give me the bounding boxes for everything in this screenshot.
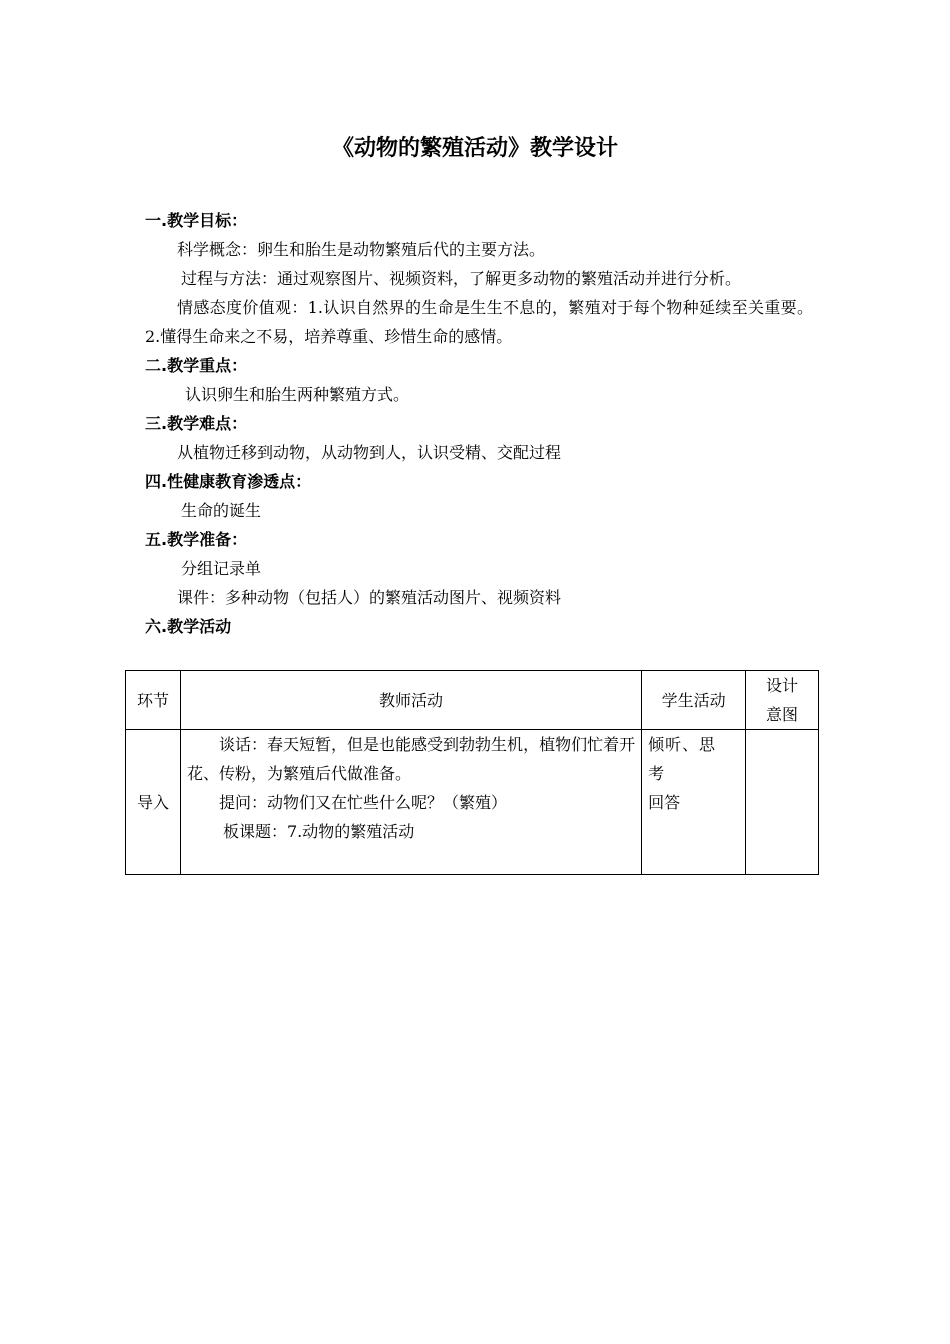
table-header-row [126,671,819,730]
page-title: 《动物的繁殖活动》教学设计 [331,136,618,161]
section-heading-difficulties: 三.教学难点： [145,414,248,433]
student-answer: 回答 [648,793,681,812]
goal-process: 过程与方法：通过观察图片、视频资料，了解更多动物的繁殖活动并进行分析。 [181,269,742,288]
section-heading-health-ed: 四.性健康教育渗透点： [145,472,312,491]
header-teacher: 教师活动 [180,671,641,730]
prep-courseware: 课件：多种动物（包括人）的繁殖活动图片、视频资料 [177,588,562,607]
header-intent: 设计意图 [746,671,819,730]
teacher-board-title: 板课题：7.动物的繁殖活动 [222,822,415,841]
section-heading-preparation: 五.教学准备： [145,530,248,549]
cell-teacher [180,730,641,875]
activity-table [125,670,819,875]
cell-section: 导入 [126,730,181,875]
health-ed-text: 生命的诞生 [181,501,262,520]
cell-student [642,730,746,875]
student-listen: 倾听、思考 [648,735,716,783]
section-heading-goals: 一.教学目标： [145,211,248,230]
teacher-talk: 谈话：春天短暂，但是也能感受到勃勃生机，植物们忙着开花、传粉，为繁殖后代做准备。 [186,735,636,783]
cell-intent [746,730,819,875]
header-section: 环节 [126,671,181,730]
goal-attitude: 情感态度价值观：1.认识自然界的生命是生生不息的，繁殖对于每个物种延续至关重要。2.懂得生命来之不易，培养尊重、珍惜生命的感情。 [145,298,813,346]
document-body [145,206,813,641]
goal-concept: 科学概念：卵生和胎生是动物繁殖后代的主要方法。 [177,240,546,259]
prep-record-sheet: 分组记录单 [181,559,262,578]
section-heading-activities: 六.教学活动 [145,617,232,636]
section-heading-key-points: 二.教学重点： [145,356,248,375]
teacher-question: 提问：动物们又在忙些什么呢？（繁殖） [218,793,507,812]
difficulty-text: 从植物迁移到动物，从动物到人，认识受精、交配过程 [177,443,562,462]
table-row [126,730,819,875]
header-student: 学生活动 [642,671,746,730]
key-point-text: 认识卵生和胎生两种繁殖方式。 [185,385,410,404]
